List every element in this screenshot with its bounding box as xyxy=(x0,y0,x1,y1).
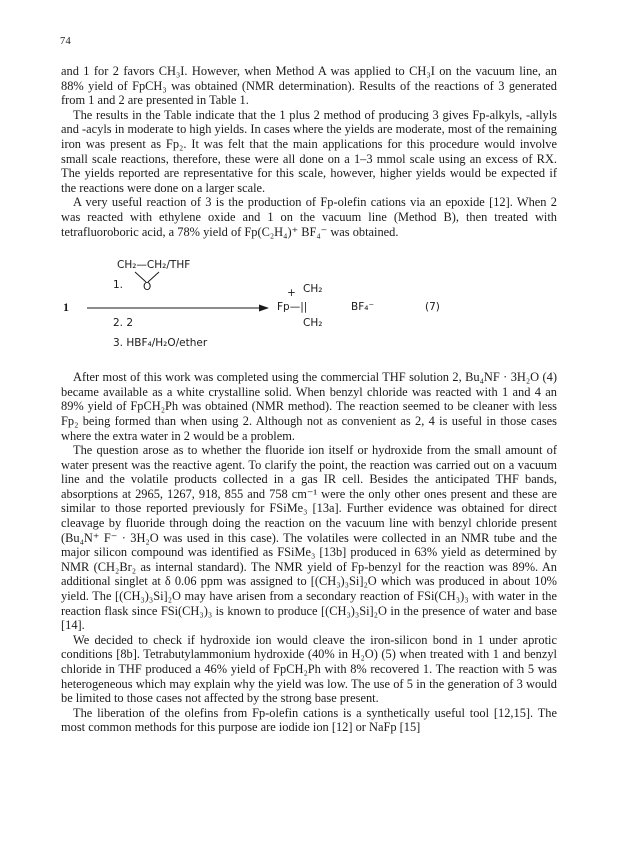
scheme-step-1: 1. xyxy=(113,279,124,292)
paragraph: and 1 for 2 favors CH₃I. However, when Method A was applied to CH₃I on the vacuum line, an 88% yield of FpCH₃ was obtained (NMR determination). Results of the reactions of 3 generated from 1 and 2 are presented in Table 1. xyxy=(61,64,557,108)
scheme-plus: + xyxy=(287,287,296,300)
scheme-product-ch2-bottom: CH₂ xyxy=(303,317,323,330)
scheme-step-3: 3. HBF₄/H₂O/ether xyxy=(113,337,208,350)
paragraph: The results in the Table indicate that the 1 plus 2 method of producing 3 gives Fp-alkyls, -allyls and -acyls in moderate to high yields. In cases where the yields are moderate, most of the remaining iron was present as Fp₂. It was felt that the main applications for this procedure would involve small scale reactions, therefore, these were all done on a 1–3 mmol scale using an excess of RX. The yields reported are representative for this scale, however, higher yields would be expected if the reactions were done on a larger scale. xyxy=(61,107,557,195)
paragraph: A very useful reaction of 3 is the production of Fp-olefin cations via an epoxide [12]. When 2 was reacted with ethylene oxide and 1 on the vacuum line (Method B), then treated with tetrafluoroboric acid, a 78% yield of Fp(C₂H₄)⁺ BF₄⁻ was obtained. xyxy=(61,195,557,239)
reaction-arrow-icon xyxy=(87,304,269,312)
paragraph: We decided to check if hydroxide ion would cleave the iron-silicon bond in 1 under aprotic conditions [8b]. Tetrabutylammonium hydroxide (40% in H₂O) (5) when treated with 1 and benzyl chloride in THF produced a 46% yield of FpCH₂Ph with 8% recovered 1. The reaction with 5 was heterogeneous which may explain why the yield was low. The use of 5 in the generation of 3 would be limited to those cases not affected by the strong base present. xyxy=(61,632,557,706)
scheme-product-fp: Fp—|| xyxy=(277,301,308,314)
paragraph: The liberation of the olefins from Fp-olefin cations is a synthetically useful tool [12,15]. The most common methods for this purpose are iodide ion [12] or NaFp [15] xyxy=(61,705,557,735)
scheme-reactant: 1 xyxy=(63,300,69,315)
scheme-step-2: 2. 2 xyxy=(113,317,134,330)
page-number: 74 xyxy=(60,36,72,47)
scheme-epoxide-top: CH₂—CH₂/THF xyxy=(117,259,191,272)
scheme-epoxide-oxygen: O xyxy=(143,281,152,294)
paragraph: The question arose as to whether the fluoride ion itself or hydroxide from the small amount of water present was the reactive agent. To clarify the point, the reaction was carried out on a vacuum line and the volatile products collected in a gas IR cell. Besides the anticipated THF bands, absorptions at 2965, 1267, 918, 855 and 758 cm⁻¹ were the only other ones present and these are similar to those reported previously for FSiMe₃ [13a]. Further evidence was obtained for direct cleavage by fluoride through doing the reaction on the vacuum line with benzyl chloride present (Bu₄N⁺ F⁻ · 3H₂O was used in this case). The volatiles were collected in an NMR tube and the major silicon compound was identified as FSiMe₃ [13b] produced in 63% yield as determined by NMR (CH₂Br₂ as internal standard). The NMR yield of Fp-benzyl for the reaction was 89%. An additional singlet at δ 0.06 ppm was assigned to [(CH₃)₃Si]₂O which was produced in about 10% yield. The [(CH₃)₃Si]₂O may have arisen from a secondary reaction of FSi(CH₃)₃ with water in the reaction flask since FSi(CH₃)₃ is known to produce [(CH₃)₃Si]₂O in the presence of water and base [14]. xyxy=(61,443,557,633)
reaction-scheme-7 xyxy=(61,244,557,366)
scheme-counterion: BF₄⁻ xyxy=(351,301,374,314)
scheme-product-ch2-top: CH₂ xyxy=(303,283,323,296)
body-text xyxy=(61,64,557,735)
paragraph: After most of this work was completed using the commercial THF solution 2, Bu₄NF · 3H₂O (4) became available as a white crystalline solid. When benzyl chloride was reacted with 1 and 4 an 89% yield of FpCH₂Ph was obtained (NMR method). The reaction seemed to be cleaner with less Fp₂ being formed than when using 2. Although not as convenient as 2, 4 is useful in those cases where the extra water in 2 would be a problem. xyxy=(61,370,557,443)
equation-number: (7) xyxy=(425,301,440,314)
